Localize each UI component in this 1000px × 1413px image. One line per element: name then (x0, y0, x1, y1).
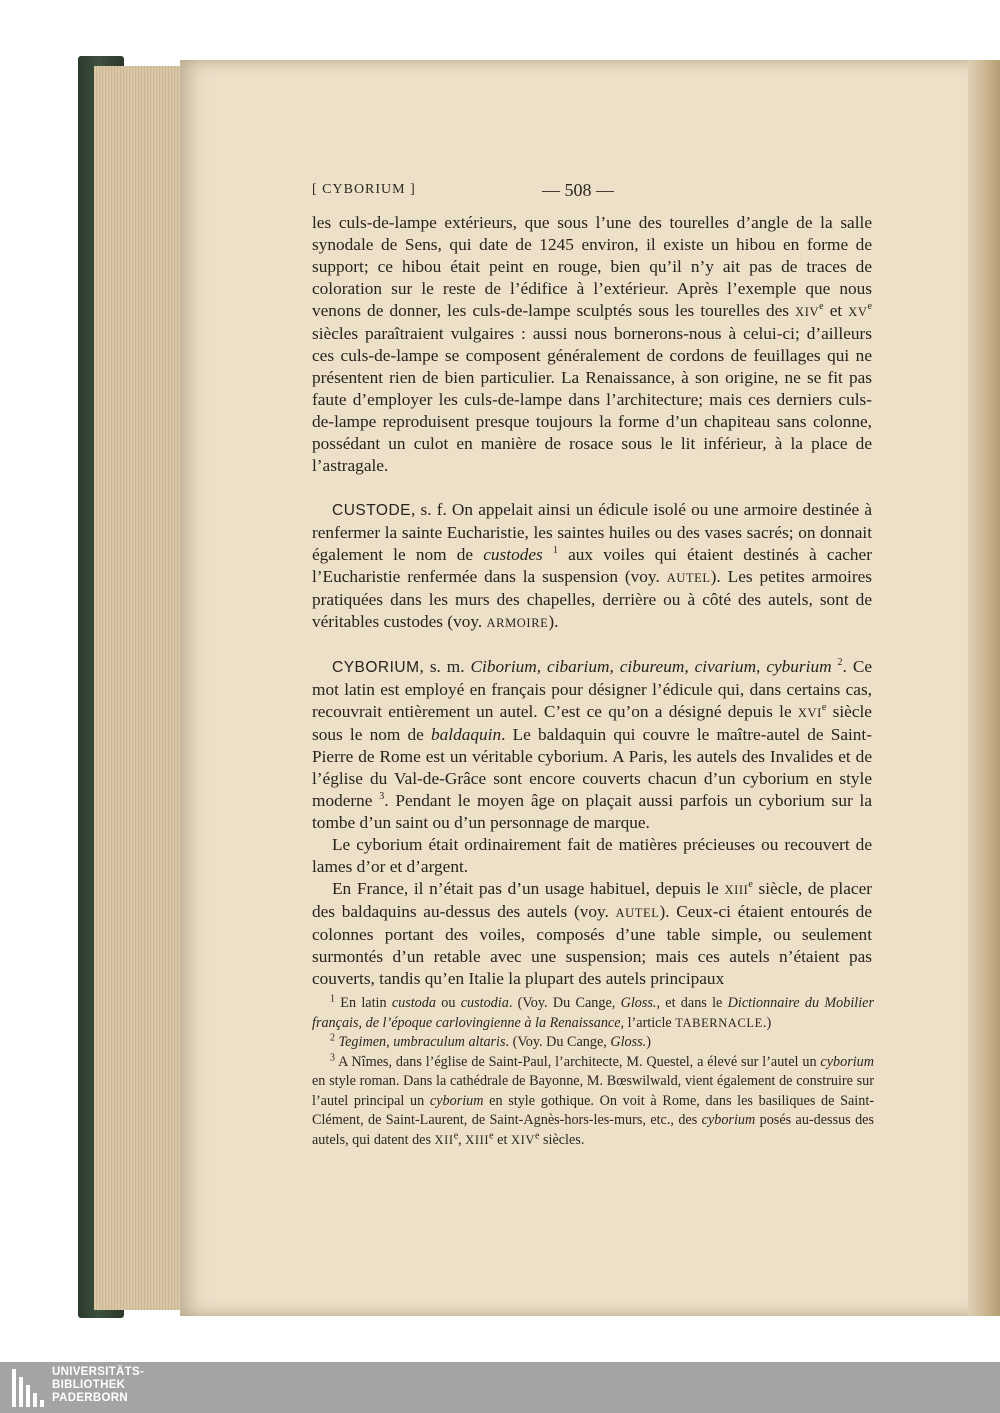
footnote-ref-2: 2 (837, 657, 843, 669)
page-right-edge (968, 60, 1000, 1316)
page-number: — 508 — (542, 180, 614, 200)
entry-custode: CUSTODE, s. f. On appelait ainsi un édicule isolé ou une armoire destinée à renfermer la sainte Eucharistie, les saintes huiles ou des vases sacrés; on donnait également le nom de custodes $^1$ aux voiles qui étaient destinés à cacher l’Eucharistie renfermée dans la suspension (voy. AUTEL). Les petites armoires pratiquées dans les murs des chapelles, derrière ou à côté des autels, sont de véritables custodes (voy. ARMOIRE). (312, 500, 872, 631)
footnote-3: $^3$ A Nîmes, dans l’église de Saint-Paul, l’architecte, M. Questel, a élevé sur l’autel un cyborium en style roman. Dans la cathédrale de Bayonne, M. Bœswilwald, vient également de construire sur l’autel principal un cyborium en style gothique. On voit à Rome, dans les basiliques de Saint-Clément, de Saint-Laurent, de Saint-Agnès-hors-les-murs, etc., des cyborium posés au-dessus des autels, qui datent des XIIe, XIIIe et XIVe siècles. (312, 1051, 874, 1148)
entry-headword-custode: CUSTODE (332, 502, 412, 519)
footnote-2: $^2$ Tegimen, umbraculum altaris. (Voy. Du Cange, Gloss.) (330, 1032, 651, 1050)
footnote-1: $^1$ En latin custoda ou custodia. (Voy. Du Cange, Gloss., et dans le Dictionnaire du Mobilier français, de l’époque carlovingienne à la Renaissance, l’article TABERNACLE.) (312, 993, 875, 1031)
paragraph-france: En France, il n’était pas d’un usage habituel, depuis le XIIIe siècle, de placer des baldaquins au-dessus des autels (voy. AUTEL). Ceux-ci étaient entourés de colonnes portant des voiles, composés d’une table simple, ou seulement surmontés d’un retable avec une suspension; mais ces autels n’étaient pas couverts, tandis qu’en Italie la plupart des autels principaux (312, 879, 873, 988)
library-footer-bar (0, 1362, 1000, 1413)
main-text (312, 212, 872, 990)
library-name: UNIVERSITÄTS- BIBLIOTHEK PADERBORN (52, 1366, 145, 1404)
paragraph-culs-de-lampe: les culs-de-lampe extérieurs, que sous l’une des tourelles d’angle de la salle synodale de Sens, qui date de 1245 environ, il existe un hibou en forme de support; ce hibou était peint en rouge, bien qu’il n’y ait pas de traces de coloration sur le reste de l’édifice à l’extérieur. Après l’exemple que nous venons de donner, les culs-de-lampe sculptés sous les tourelles des XIVe et XVe siècles paraîtraient vulgaires : aussi nous bornerons-nous à celui-ci; d’ailleurs ces culs-de-lampe se composent généralement de cordons de feuillages qui ne présentent rien de bien particulier. La Renaissance, à son origine, ne se fit pas faute d’employer les culs-de-lampe dans l’architecture; mais ces derniers culs-de-lampe reproduisent presque toujours la forme d’un chapiteau sans colonne, possédant un culot en manière de rosace sous le lit inférieur, à la place de l’astragale. (312, 213, 872, 475)
running-head-title: [ CYBORIUM ] (312, 182, 416, 197)
library-logo-icon (12, 1369, 46, 1407)
paragraph-materials: Le cyborium était ordinairement fait de matières précieuses ou recouvert de lames d’or et d’argent. (312, 835, 872, 876)
book-page-edges (94, 66, 180, 1310)
footnote-ref-1: 1 (552, 545, 558, 557)
footnotes (312, 994, 874, 1150)
running-head (312, 180, 872, 206)
entry-cyborium: CYBORIUM, s. m. Ciborium, cibarium, cibureum, civarium, cyburium $^2$. Ce mot latin est employé en français pour désigner l’édicule qui, dans certains cas, recouvrait entièrement un autel. C’est ce qu’on a désigné depuis le XVIe siècle sous le nom de baldaquin. Le baldaquin qui couvre le maître-autel de Saint-Pierre de Rome est un véritable cyborium. A Paris, les autels des Invalides et de l’église du Val-de-Grâce sont encore couverts chacun d’un cyborium en style moderne $^3$. Pendant le moyen âge on plaçait aussi parfois un cyborium sur la tombe d’un saint ou d’un personnage de marque. (312, 657, 873, 832)
entry-headword-cyborium: CYBORIUM (332, 659, 420, 676)
footnote-ref-3: 3 (379, 791, 385, 803)
